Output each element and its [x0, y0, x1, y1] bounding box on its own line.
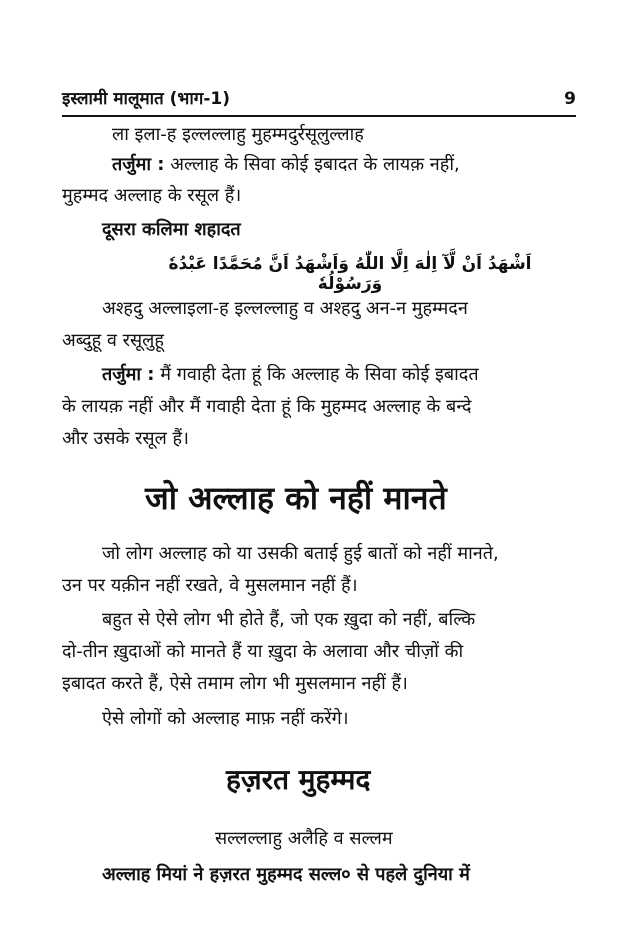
section1-paragraph1-line2: उन पर यक़ीन नहीं रखते, वे मुसलमान नहीं हैं। — [62, 575, 358, 596]
kalima1-translation-line1 — [112, 152, 460, 176]
section2-subheading: सल्लल्लाहु अलैहि व सल्लम — [215, 828, 393, 849]
section1-paragraph3-line1: ऐसे लोगों को अल्लाह माफ़ नहीं करेंगे। — [102, 708, 349, 729]
section-heading-prophet: हज़रत मुहम्मद — [226, 763, 371, 796]
book-title: इस्लामी मालूमात (भाग-1) — [62, 89, 230, 109]
section1-paragraph2-line2: दो-तीन ख़ुदाओं को मानते हैं या ख़ुदा के अलावा और चीज़ों की — [62, 641, 464, 662]
section2-paragraph1-line1: अल्लाह मियां ने हज़रत मुहम्मद सल्ल० से पहले दुनिया में — [102, 864, 470, 885]
translation-text: मैं गवाही देता हूं कि अल्लाह के सिवा कोई इबादत — [160, 364, 479, 385]
kalima1-translation-line2: मुहम्मद अल्लाह के रसूल हैं। — [62, 185, 242, 206]
kalima2-translation-line1 — [102, 362, 479, 386]
header-rule — [62, 115, 576, 117]
kalima2-arabic: اَشْهَدُ اَنْ لَّآ اِلٰهَ اِلَّا اللّٰهُ وَاَشْهَدُ اَنَّ مُحَمَّدًا عَبْدُهٗ وَرَسُوْلُهٗ — [168, 254, 532, 294]
section-heading-disbelievers: जो अल्लाह को नहीं मानते — [145, 479, 447, 517]
translation-label: तर्जुमा : — [102, 364, 155, 385]
kalima2-transliteration-line1: अश्हदु अल्लाइला-ह इल्लल्लाहु व अश्हदु अन-न मुहम्मदन — [102, 298, 468, 319]
kalima2-transliteration-line2: अब्दुहू व रसूलुहू — [62, 330, 164, 351]
kalima1-transliteration: ला इला-ह इल्लल्लाहु मुहम्मदुर्रसूलुल्लाह — [112, 124, 364, 145]
section1-paragraph2-line3: इबादत करते हैं, ऐसे तमाम लोग भी मुसलमान नहीं हैं। — [62, 673, 408, 694]
running-header — [62, 86, 576, 109]
section1-paragraph1-line1: जो लोग अल्लाह को या उसकी बताई हुई बातों को नहीं मानते, — [102, 543, 499, 564]
kalima2-translation-line3: और उसके रसूल हैं। — [62, 428, 189, 449]
kalima2-title: दूसरा कलिमा शहादत — [102, 219, 241, 240]
kalima2-translation-line2: के लायक़ नहीं और मैं गवाही देता हूं कि मुहम्मद अल्लाह के बन्दे — [62, 396, 472, 417]
page-number: 9 — [564, 89, 576, 109]
translation-label: तर्जुमा : — [112, 154, 165, 175]
section1-paragraph2-line1: बहुत से ऐसे लोग भी होते हैं, जो एक ख़ुदा को नहीं, बल्कि — [102, 609, 476, 630]
translation-text: अल्लाह के सिवा कोई इबादत के लायक़ नहीं, — [170, 154, 460, 175]
